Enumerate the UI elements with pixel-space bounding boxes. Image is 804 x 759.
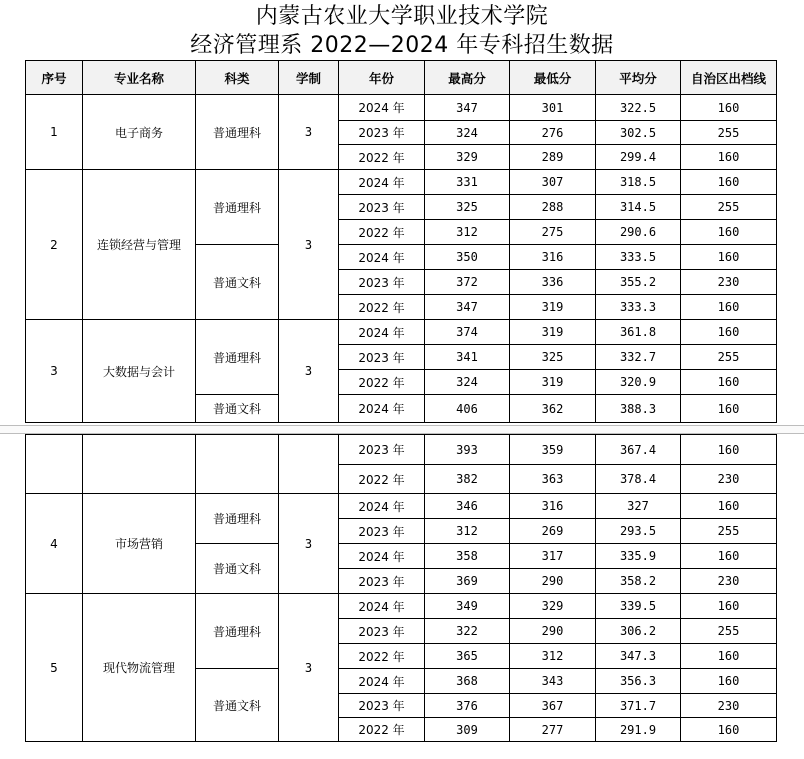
category-label: 普通文科 [196,544,279,594]
cell-max: 312 [425,519,510,544]
header-major: 专业名称 [83,61,196,95]
cell-avg: 333.5 [596,245,681,270]
cell-max: 322 [425,619,510,644]
major-no: 2 [26,170,83,320]
cell-max: 325 [425,195,510,220]
table-header-row [26,61,777,95]
cell-avg: 358.2 [596,569,681,594]
cell-cutoff: 160 [681,494,777,519]
cell-cutoff: 160 [681,435,777,465]
cell-max: 324 [425,370,510,395]
cell-max: 350 [425,245,510,270]
cell-avg: 339.5 [596,594,681,619]
cell-cutoff: 160 [681,669,777,694]
cell-max: 368 [425,669,510,694]
cell-min: 359 [510,435,596,465]
cell-avg: 291.9 [596,718,681,742]
cell-min: 288 [510,195,596,220]
cell-avg: 378.4 [596,465,681,494]
major-name: 市场营销 [83,494,196,594]
cell-avg: 388.3 [596,395,681,423]
cell-min: 319 [510,295,596,320]
cell-year: 2024 年 [339,170,425,195]
cell-cutoff: 255 [681,121,777,145]
major-no: 5 [26,594,83,742]
cell-avg: 302.5 [596,121,681,145]
cell-cutoff: 230 [681,270,777,295]
category-label: 普通文科 [196,669,279,742]
cell-min: 289 [510,145,596,170]
header-max: 最高分 [425,61,510,95]
page-subtitle: 经济管理系 2022—2024 年专科招生数据 [190,33,614,58]
cell-year: 2023 年 [339,345,425,370]
cell-max: 347 [425,95,510,121]
category-label: 普通理科 [196,594,279,669]
cell-min: 277 [510,718,596,742]
cell-year: 2023 年 [339,619,425,644]
cell-max: 349 [425,594,510,619]
cell-max: 372 [425,270,510,295]
cell-cutoff: 160 [681,145,777,170]
category-label: 普通理科 [196,320,279,395]
cell-year: 2024 年 [339,544,425,569]
category-label: 普通理科 [196,170,279,245]
category-label: 普通理科 [196,95,279,170]
cell-year: 2022 年 [339,220,425,245]
cell-min: 343 [510,669,596,694]
cell-min: 290 [510,569,596,594]
major-no: 4 [26,494,83,594]
cell-cutoff: 160 [681,245,777,270]
table-row [26,170,777,195]
cell-max: 358 [425,544,510,569]
header-avg: 平均分 [596,61,681,95]
cell-year: 2022 年 [339,465,425,494]
cell-year: 2024 年 [339,395,425,423]
header-year: 年份 [339,61,425,95]
cell-year: 2023 年 [339,569,425,594]
cell-cutoff: 230 [681,569,777,594]
cell-min: 316 [510,245,596,270]
major-name: 电子商务 [83,95,196,170]
cell-min: 269 [510,519,596,544]
cell-min: 329 [510,594,596,619]
cell-cutoff: 160 [681,295,777,320]
cell-cutoff: 230 [681,694,777,718]
cell-avg: 367.4 [596,435,681,465]
cell-cutoff: 255 [681,345,777,370]
cell-avg: 355.2 [596,270,681,295]
cell-year: 2023 年 [339,270,425,295]
admission-table-part1 [25,60,777,423]
major-duration: 3 [279,594,339,742]
cell-cutoff: 160 [681,370,777,395]
major-no: 1 [26,95,83,170]
cell-cutoff: 255 [681,195,777,220]
cell-max: 346 [425,494,510,519]
cell-min: 336 [510,270,596,295]
cell-cutoff: 160 [681,95,777,121]
cell-max: 331 [425,170,510,195]
major-name: 连锁经营与管理 [83,170,196,320]
cell-year: 2023 年 [339,519,425,544]
cell-min: 307 [510,170,596,195]
cell-year: 2022 年 [339,644,425,669]
page-title: 内蒙古农业大学职业技术学院 [255,4,549,29]
cell-avg: 314.5 [596,195,681,220]
cell-year: 2024 年 [339,245,425,270]
major-name: 大数据与会计 [83,320,196,423]
cell-min: 367 [510,694,596,718]
cell-min: 275 [510,220,596,245]
cell-year: 2022 年 [339,718,425,742]
header-category: 科类 [196,61,279,95]
header-duration: 学制 [279,61,339,95]
major-duration: 3 [279,170,339,320]
cell-avg: 318.5 [596,170,681,195]
cell-avg: 332.7 [596,345,681,370]
header-no: 序号 [26,61,83,95]
cell-max: 347 [425,295,510,320]
major-no: 3 [26,320,83,423]
cell-avg: 335.9 [596,544,681,569]
table-row [26,435,777,465]
cell-min: 319 [510,320,596,345]
cell-max: 309 [425,718,510,742]
category-label: 普通文科 [196,395,279,423]
cell-cutoff: 160 [681,644,777,669]
cell-year: 2024 年 [339,95,425,121]
cell-min: 363 [510,465,596,494]
cell-cutoff: 160 [681,594,777,619]
admission-table-part2 [25,434,777,742]
cell-cutoff: 160 [681,718,777,742]
cell-cutoff: 160 [681,220,777,245]
cell-year: 2024 年 [339,494,425,519]
cell-min: 312 [510,644,596,669]
cell-avg: 290.6 [596,220,681,245]
cell-avg: 371.7 [596,694,681,718]
table-row [26,494,777,519]
cell-year: 2023 年 [339,121,425,145]
page-break [0,425,804,434]
cell-avg: 361.8 [596,320,681,345]
cell-max: 393 [425,435,510,465]
cell-min: 319 [510,370,596,395]
cell-min: 325 [510,345,596,370]
cell-max: 365 [425,644,510,669]
cell-avg: 333.3 [596,295,681,320]
cell-cutoff: 160 [681,395,777,423]
cell-max: 382 [425,465,510,494]
cell-avg: 356.3 [596,669,681,694]
cell-year: 2023 年 [339,195,425,220]
cell-year: 2024 年 [339,669,425,694]
header-min: 最低分 [510,61,596,95]
cell-avg: 293.5 [596,519,681,544]
cell-avg: 306.2 [596,619,681,644]
cell-min: 362 [510,395,596,423]
cell-avg: 347.3 [596,644,681,669]
cell-cutoff: 160 [681,320,777,345]
cell-year: 2023 年 [339,694,425,718]
cell-year: 2024 年 [339,594,425,619]
header-cutoff: 自治区出档线 [681,61,777,95]
major-duration: 3 [279,320,339,423]
cell-min: 290 [510,619,596,644]
cell-year: 2022 年 [339,295,425,320]
cell-cutoff: 160 [681,170,777,195]
cell-max: 329 [425,145,510,170]
cell-min: 276 [510,121,596,145]
cell-year: 2022 年 [339,370,425,395]
cell-avg: 322.5 [596,95,681,121]
cell-max: 341 [425,345,510,370]
cell-max: 374 [425,320,510,345]
cell-avg: 299.4 [596,145,681,170]
cell-avg: 327 [596,494,681,519]
cell-max: 324 [425,121,510,145]
category-label: 普通文科 [196,245,279,320]
cell-max: 376 [425,694,510,718]
cell-max: 406 [425,395,510,423]
cell-year: 2023 年 [339,435,425,465]
cell-cutoff: 255 [681,519,777,544]
cell-avg: 320.9 [596,370,681,395]
cell-cutoff: 230 [681,465,777,494]
cell-cutoff: 160 [681,544,777,569]
major-duration: 3 [279,494,339,594]
cell-cutoff: 255 [681,619,777,644]
major-name: 现代物流管理 [83,594,196,742]
table-row [26,95,777,121]
cell-min: 301 [510,95,596,121]
cell-year: 2024 年 [339,320,425,345]
table-row [26,594,777,619]
cell-year: 2022 年 [339,145,425,170]
table-row [26,320,777,345]
category-label: 普通理科 [196,494,279,544]
cell-min: 317 [510,544,596,569]
cell-max: 312 [425,220,510,245]
major-duration: 3 [279,95,339,170]
cell-min: 316 [510,494,596,519]
cell-max: 369 [425,569,510,594]
